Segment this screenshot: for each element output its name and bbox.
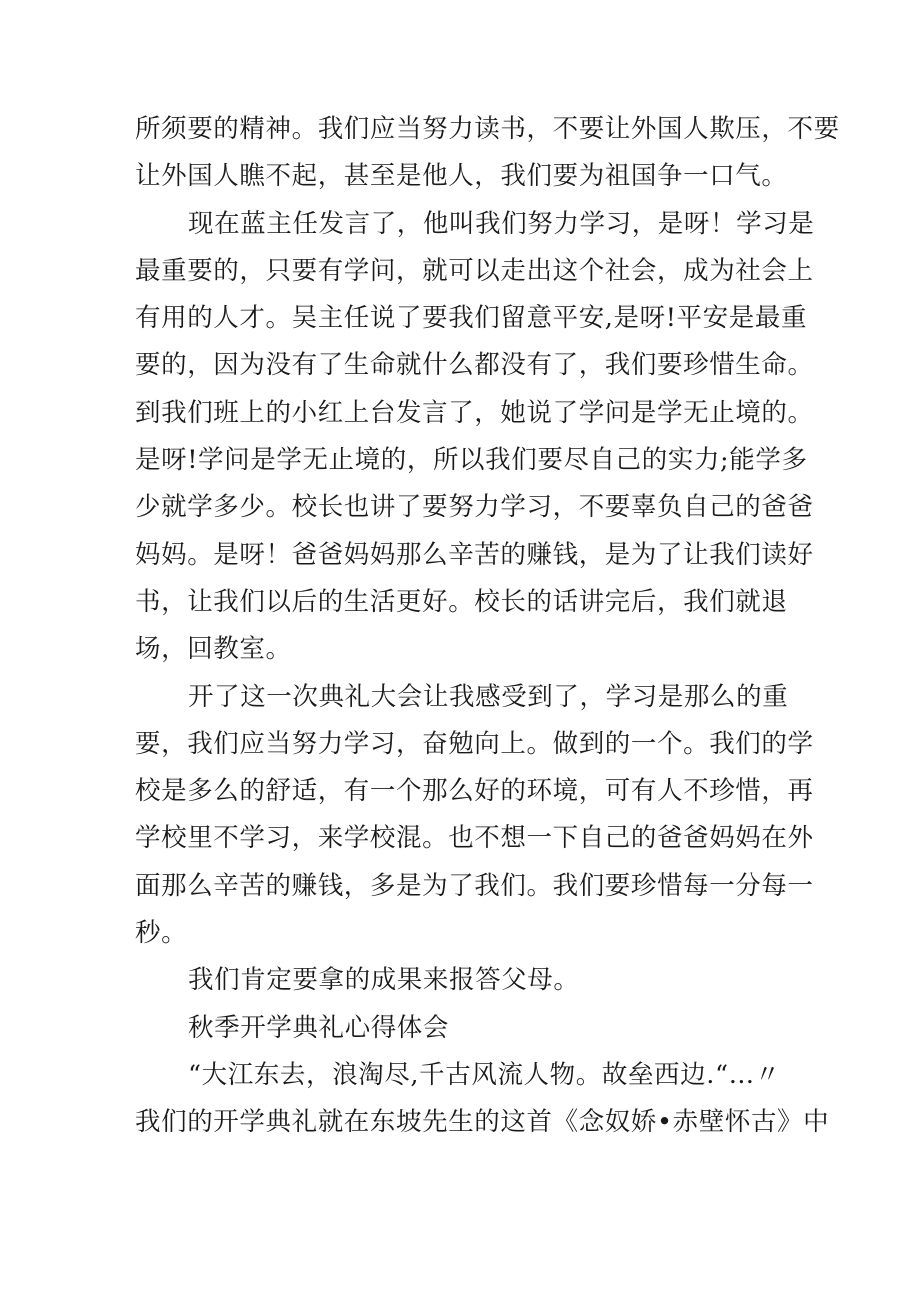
paragraph-start-line: 现在蓝主任发言了，他叫我们努力学习，是呀！学习是 (188, 208, 815, 239)
text-line: 秒。 (135, 918, 188, 949)
text-line: 面那么辛苦的赚钱，多是为了我们。我们要珍惜每一分每一 (135, 870, 814, 901)
text-line: 场，回教室。 (135, 634, 292, 665)
text-line: 要的，因为没有了生命就什么都没有了，我们要珍惜生命。 (135, 350, 814, 381)
text-line: 到我们班上的小红上台发言了，她说了学问是学无止境的。 (135, 397, 814, 428)
document-body (135, 106, 840, 1147)
text-line: 有用的人才。吴主任说了要我们留意平安,是呀!平安是最重 (135, 303, 808, 334)
text-line: 最重要的，只要有学问，就可以走出这个社会，成为社会上 (135, 255, 814, 286)
paragraph-start-line: 开了这一次典礼大会让我感受到了，学习是那么的重 (188, 681, 789, 712)
text-line: 校是多么的舒适，有一个那么好的环境，可有人不珍惜，再 (135, 776, 814, 807)
text-line: 书，让我们以后的生活更好。校长的话讲完后，我们就退 (135, 586, 788, 617)
text-line: 妈妈。是呀！爸爸妈妈那么辛苦的赚钱，是为了让我们读好 (135, 539, 814, 570)
text-line: 让外国人瞧不起，甚至是他人，我们要为祖国争一口气。 (135, 161, 788, 192)
text-line: 学校里不学习，来学校混。也不想一下自己的爸爸妈妈在外 (135, 823, 814, 854)
section-heading: 秋季开学典礼心得体会 (188, 1012, 450, 1043)
paragraph-start-line: 我们肯定要拿的成果来报答父母。 (188, 965, 580, 996)
text-line: 要，我们应当努力学习，奋勉向上。做到的一个。我们的学 (135, 728, 814, 759)
text-line: 少就学多少。校长也讲了要努力学习，不要辜负自己的爸爸 (135, 492, 814, 523)
text-line: 是呀!学问是学无止境的，所以我们要尽自己的实力;能学多 (135, 445, 808, 476)
text-line: 所须要的精神。我们应当努力读书，不要让外国人欺压，不要 (135, 114, 840, 144)
quote-line: “大江东去，浪淘尽,千古风流人物。故垒西边.“…〃 (188, 1059, 781, 1090)
text-line: 我们的开学典礼就在东坡先生的这首《念奴娇•赤壁怀古》中 (135, 1107, 830, 1138)
